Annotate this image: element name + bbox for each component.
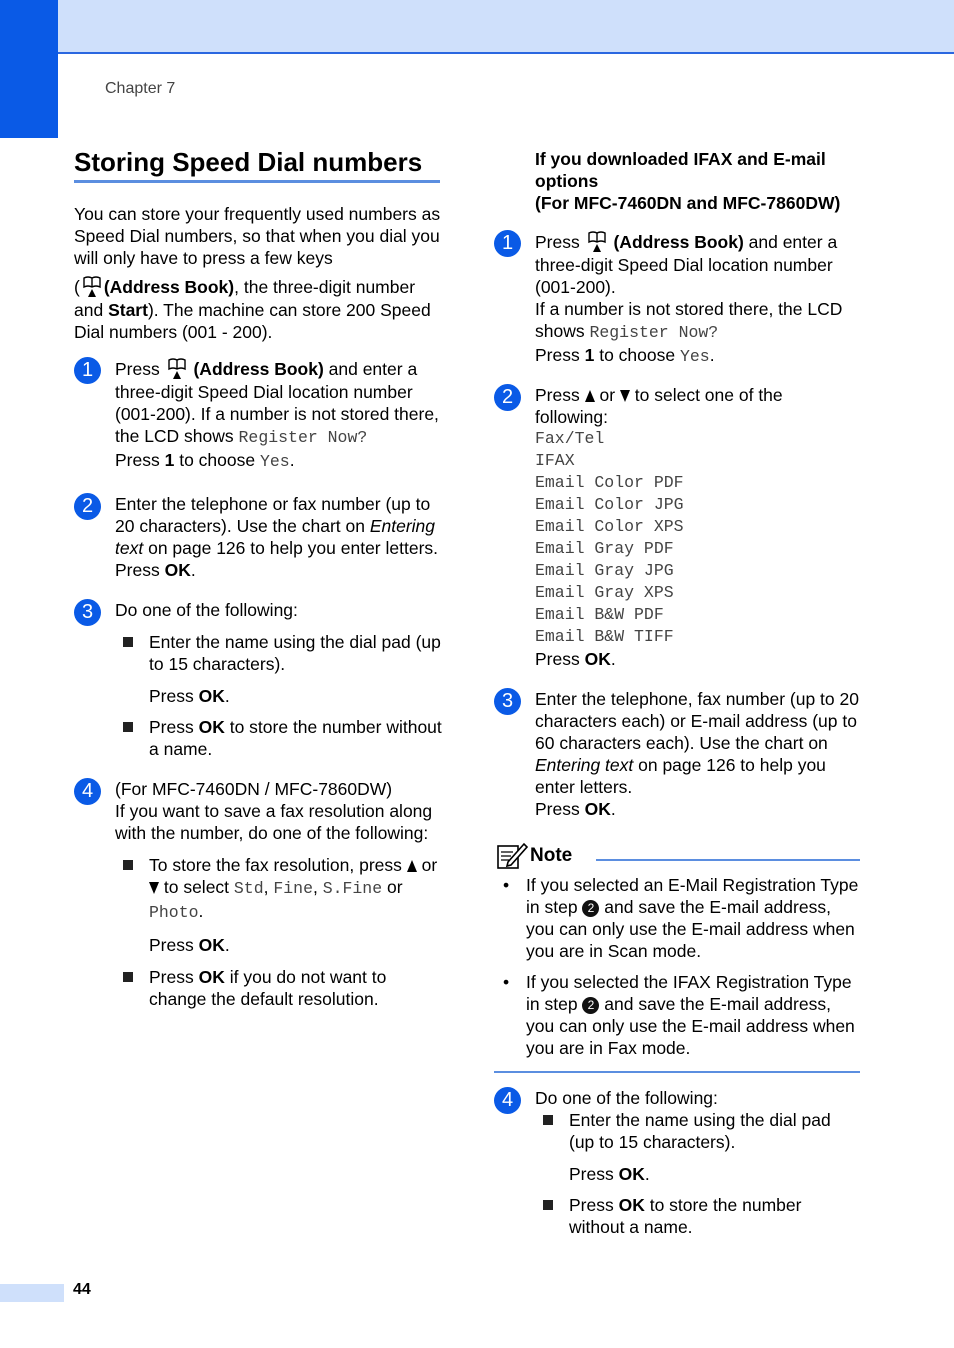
lcd-text: Yes [259,452,290,471]
bullet-item [123,716,444,760]
address-book-icon [167,357,187,381]
step-text [535,344,860,368]
lcd-option: Email B&W PDF [535,605,664,624]
step-2 [74,493,444,581]
lcd-text: Yes [679,347,710,366]
text: Press [535,232,580,252]
step-2 [494,384,860,670]
lcd-text: Register Now? [589,323,719,342]
text: . [190,560,196,580]
start-key-label: Start [108,300,148,320]
key-label: OK [198,717,225,737]
step-number-badge: 3 [494,688,521,715]
bullet-item [123,854,444,924]
bullet-item [543,1194,860,1238]
text: Press [149,935,199,955]
text: Enter the telephone, fax number (up to 20 characters each) or E-mail address (up to 60 characters each). Use the chart on [535,689,859,753]
step-text: If you want to save a fax resolution along with the number, do one of the following: [115,801,433,843]
note-header [494,840,860,870]
lcd-option: Email Color XPS [535,517,684,536]
step-text [535,798,860,820]
key-label: OK [584,799,611,819]
text: , [312,877,323,897]
subsection-title-line: If you downloaded IFAX and E-mail options [535,149,826,191]
lcd-option: Email B&W TIFF [535,627,674,646]
step-text: Do one of the following: [535,1088,718,1108]
key-label: OK [584,649,611,669]
key-label: OK [618,1164,645,1184]
lcd-option: Email Gray JPG [535,561,674,580]
text: to store the number without a name. [569,1195,802,1237]
lcd-text: S.Fine [322,879,383,898]
text: Press [149,967,199,987]
step-text [535,384,860,428]
lcd-option: Email Color JPG [535,495,684,514]
text: to choose [594,345,680,365]
text: or [416,855,438,875]
reference-link: Entering text [535,755,634,775]
intro-paragraph-2 [74,275,444,343]
intro [74,203,444,343]
arrow-down-icon [149,882,159,894]
step-text [543,1163,860,1185]
text: Press [535,799,585,819]
step-text [535,688,860,798]
step-3-options [74,631,444,760]
step-text [123,934,444,956]
bullet-item [123,966,444,1010]
text: and enter a three-digit Speed Dial location number (001-200). [535,232,838,297]
text: ( [74,277,80,297]
right-column [494,146,860,1238]
step-3 [494,688,860,820]
text: . [610,649,616,669]
note-pencil-icon [496,840,528,870]
step-4 [494,1087,860,1109]
text: to choose [174,450,260,470]
text: Press [115,359,160,379]
text: to select one of the following: [535,385,783,427]
step-text [123,685,444,707]
text: . [224,686,230,706]
text: . [289,450,295,470]
step-number-badge: 2 [74,493,101,520]
key-label: OK [198,967,225,987]
address-book-icon [587,230,607,254]
step-text: Do one of the following: [115,600,298,620]
step-1 [74,357,444,473]
address-book-label: (Address Book) [613,232,744,252]
subsection-title [535,148,860,214]
text: on page 126 to help you enter letters. [143,538,439,558]
text: Press [149,717,199,737]
chapter-label: Chapter 7 [105,80,176,97]
chapter-tab [0,0,58,138]
header-band [0,0,954,54]
note-item [502,971,860,1059]
text: If you selected an E-Mail Registration Type in step [526,875,859,917]
lcd-option: Fax/Tel [535,429,605,448]
arrow-down-icon [620,390,630,402]
text: . [644,1164,650,1184]
lcd-option: Email Color PDF [535,473,684,492]
step-number-badge: 4 [494,1087,521,1114]
left-column [74,146,444,1010]
text: Press [115,450,165,470]
step-text [115,449,444,473]
text: , the three-digit number and [74,277,416,320]
step-number-badge: 3 [74,599,101,626]
step-1 [494,230,860,368]
key-label: OK [164,560,191,580]
step-4-options [494,1109,860,1238]
step-reference-badge: 2 [582,900,599,917]
step-4-options [74,854,444,1010]
note-label: Note [530,845,573,866]
key-label: 1 [164,450,175,470]
key-label: 1 [584,345,595,365]
step-4 [74,778,444,844]
text: . [610,799,616,819]
text: To store the fax resolution, press [149,855,407,875]
text: . [709,345,715,365]
bullet-item: Enter the name using the dial pad (up to 15 characters). [123,631,444,675]
key-label: OK [198,686,225,706]
address-book-label: (Address Book) [193,359,324,379]
step-reference-badge: 2 [582,997,599,1014]
text: or [382,877,403,897]
text: and save the E-mail address, you can only use the E-mail address when you are in Scan mode. [526,897,855,961]
text: Press [569,1164,619,1184]
text: ). The machine can store 200 Speed Dial numbers (001 - 200). [74,300,431,342]
text: if you do not want to change the default resolution. [149,967,387,1009]
lcd-text: Register Now? [238,428,368,447]
note-body [494,870,860,1073]
text: . [224,935,230,955]
step-3 [74,599,444,621]
key-label: OK [198,935,225,955]
text: on page 126 to help you enter letters. [535,755,826,797]
step-text [535,230,860,298]
lcd-option: Email Gray PDF [535,539,674,558]
text: to select [159,877,234,897]
bullet-item: Enter the name using the dial pad (up to 15 characters). [543,1109,860,1153]
text: Press [115,560,165,580]
step-number-badge: 4 [74,778,101,805]
step-number-badge: 2 [494,384,521,411]
step-number-badge: 1 [74,357,101,384]
text: Press [535,345,585,365]
text: Press [569,1195,619,1215]
arrow-up-icon [407,860,417,872]
reference-link: Entering text [115,516,436,558]
text: Enter the telephone or fax number (up to 20 characters). Use the chart on [115,494,431,536]
step-text [535,298,860,344]
subsection-title-line: (For MFC-7460DN and MFC-7860DW) [535,193,841,213]
text: . [198,901,204,921]
text: If a number is not stored there, the LCD shows [535,299,843,341]
text: , [263,877,274,897]
step-text [115,493,444,559]
step-number-badge: 1 [494,230,521,257]
lcd-option: IFAX [535,451,575,470]
step-text [115,357,444,449]
text: Press [149,686,199,706]
address-book-icon [82,275,102,299]
step-text [115,559,444,581]
text: If you selected the IFAX Registration Type in step [526,972,852,1014]
lcd-option: Email Gray XPS [535,583,674,602]
lcd-text: Std [233,879,264,898]
page-number-tab [0,1284,64,1302]
lcd-option-list [535,428,860,648]
key-label: OK [618,1195,645,1215]
text: to store the number without a name. [149,717,442,759]
text: and save the E-mail address, you can only use the E-mail address when you are in Fax mode. [526,994,855,1058]
note-divider [596,859,860,861]
arrow-up-icon [585,390,595,402]
step-text: (For MFC-7460DN / MFC-7860DW) [115,779,393,799]
note-item [502,874,860,962]
lcd-text: Fine [273,879,313,898]
page-number: 44 [73,1281,91,1298]
address-book-label: (Address Book) [103,277,235,297]
lcd-text: Photo [149,903,199,922]
text: and enter a three-digit Speed Dial location number (001-200). If a number is not stored there, the LCD shows [115,359,439,446]
text: or [594,385,620,405]
text: Press [535,649,585,669]
intro-paragraph: You can store your frequently used numbers as Speed Dial numbers, so that when you dial you will only have to press a few keys [74,204,441,268]
text: Press [535,385,585,405]
step-text [535,648,860,670]
section-title: Storing Speed Dial numbers [74,146,440,183]
